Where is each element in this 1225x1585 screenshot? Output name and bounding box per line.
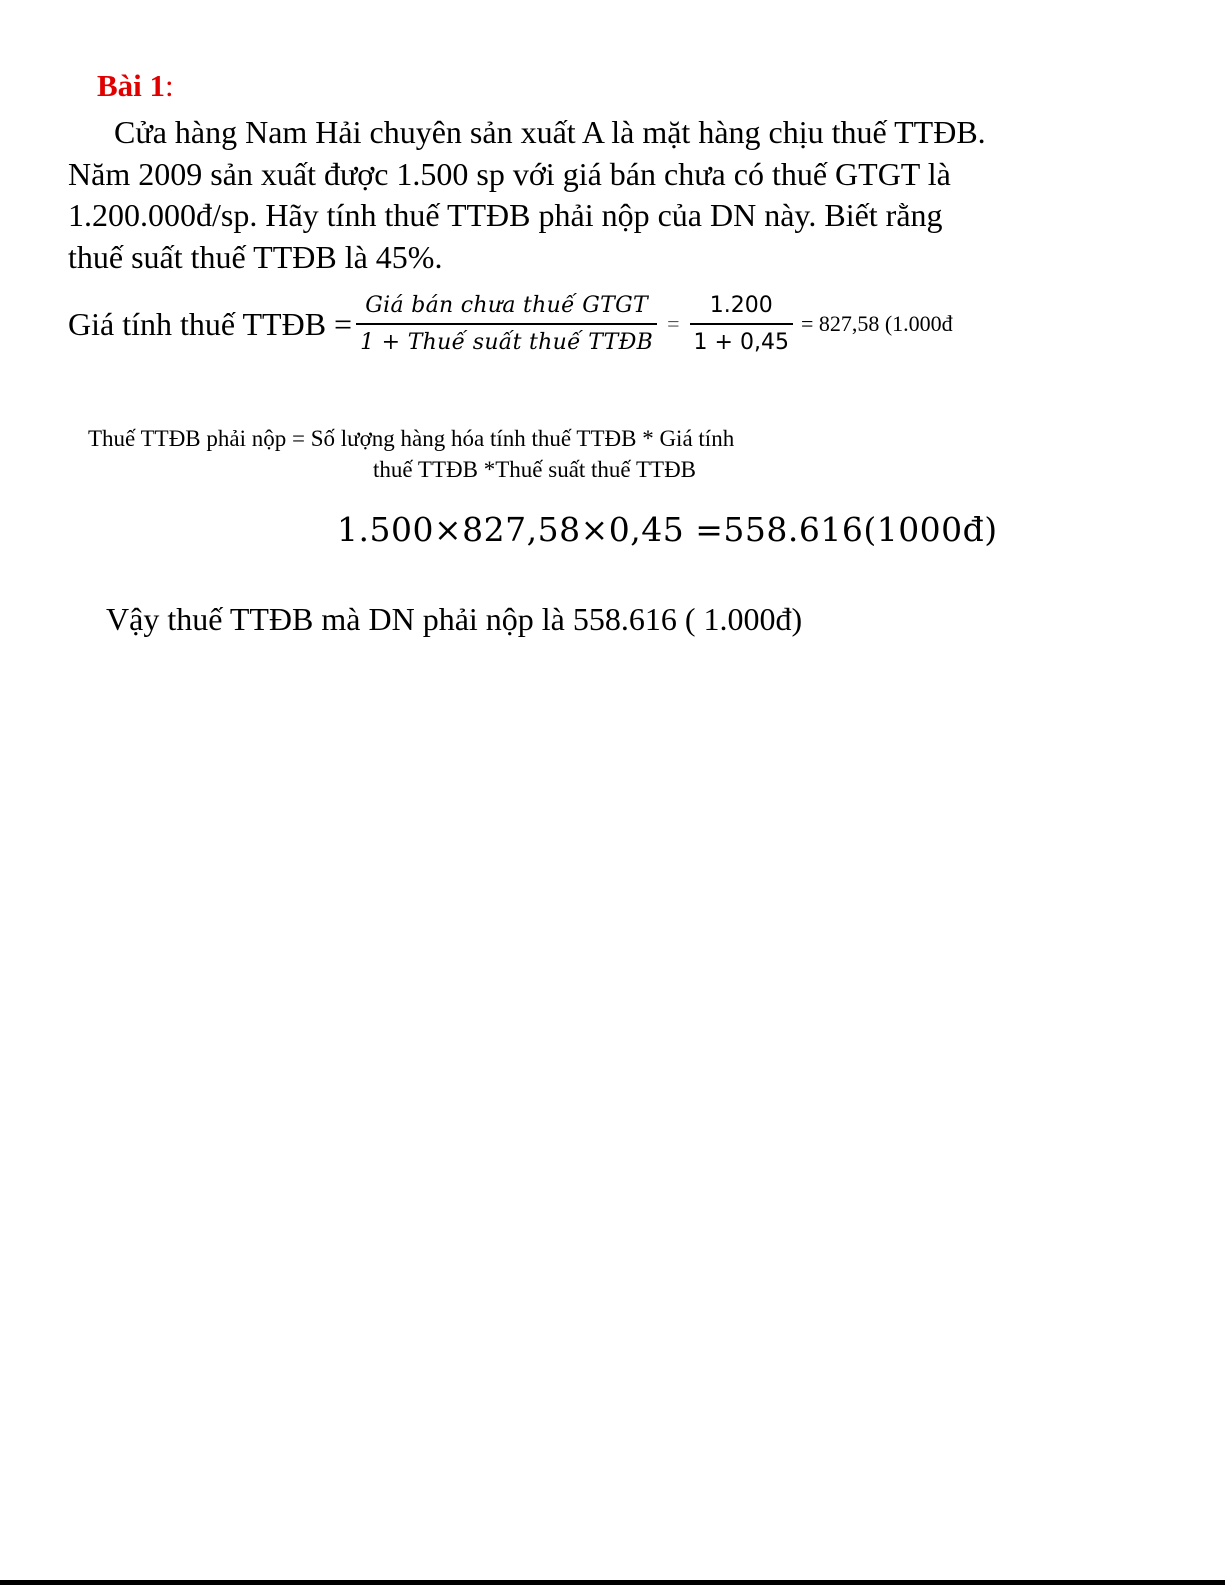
- exercise-title-colon: :: [165, 68, 174, 103]
- formula-lhs: Giá tính thuế TTĐB =: [68, 306, 353, 342]
- exercise-title: Bài 1: [97, 68, 166, 103]
- fraction-numerator: 1.200: [709, 292, 773, 318]
- tax-payable-rule: [88, 423, 888, 485]
- formula-result: = 827,58 (1.000đ: [800, 311, 953, 336]
- page-bottom-border: [0, 1580, 1225, 1585]
- tax-calculation: 1.500×827,58×0,45 =558.616(1000đ): [337, 510, 998, 549]
- conclusion: Vậy thuế TTĐB mà DN phải nộp là 558.616 ( 1.000đ): [106, 601, 803, 637]
- problem-statement: [68, 112, 1148, 278]
- problem-line-3: 1.200.000đ/sp. Hãy tính thuế TTĐB phải nộp của DN này. Biết rằng: [68, 197, 943, 233]
- rule-line-2: thuế TTĐB *Thuế suất thuế TTĐB: [373, 457, 697, 482]
- fraction-numerator: Giá bán chưa thuế GTGT: [365, 292, 648, 318]
- fraction-denominator: 1 + 0,45: [693, 329, 789, 355]
- formula-fraction-general: [356, 292, 657, 357]
- taxable-price-formula: [68, 284, 953, 364]
- equals-sign: =: [667, 311, 680, 336]
- problem-line-1: Cửa hàng Nam Hải chuyên sản xuất A là mặt hàng chịu thuế TTĐB.: [114, 114, 986, 150]
- problem-line-4: thuế suất thuế TTĐB là 45%.: [68, 238, 443, 275]
- fraction-denominator: 1 + Thuế suất thuế TTĐB: [360, 329, 654, 355]
- formula-fraction-values: [690, 292, 793, 357]
- problem-line-2: Năm 2009 sản xuất được 1.500 sp với giá bán chưa có thuế GTGT là: [68, 155, 951, 192]
- fraction-bar: [356, 323, 657, 325]
- exercise-heading: [97, 70, 174, 101]
- fraction-bar: [690, 323, 793, 325]
- rule-line-1: Thuế TTĐB phải nộp = Số lượng hàng hóa tính thuế TTĐB * Giá tính: [88, 426, 735, 451]
